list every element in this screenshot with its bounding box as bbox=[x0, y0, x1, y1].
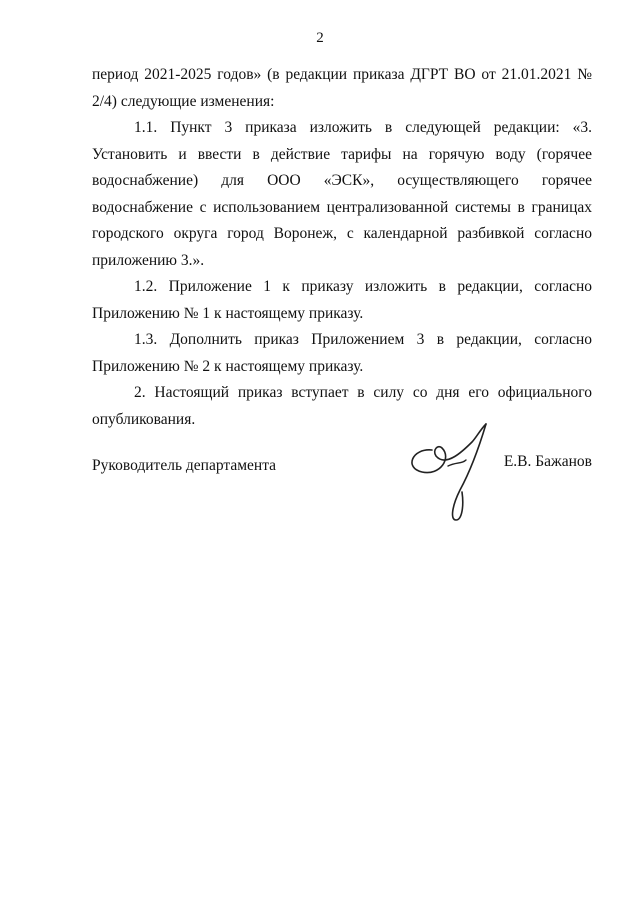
signature-block bbox=[92, 420, 592, 540]
document-body bbox=[92, 62, 592, 433]
page-number: 2 bbox=[316, 30, 324, 46]
paragraph-1-1: 1.1. Пункт 3 приказа изложить в следующей редакции: «3. Установить и ввести в действие тарифы на горячую воду (горячее водоснабжение) для ООО «ЭСК», осуществляющего горячее водоснабжение с использованием централизованной системы в границах городского округа город Воронеж, с календарной разбивкой согласно приложению 3.». bbox=[92, 119, 592, 269]
paragraph-2: 2. Настоящий приказ вступает в силу со дня его официального опубликования. bbox=[92, 384, 592, 428]
handwritten-signature bbox=[402, 420, 522, 535]
paragraph-1-3: 1.3. Дополнить приказ Приложением 3 в редакции, согласно Приложению № 2 к настоящему приказу. bbox=[92, 331, 592, 375]
paragraph-continuation: период 2021-2025 годов» (в редакции приказа ДГРТ ВО от 21.01.2021 № 2/4) следующие изменения: bbox=[92, 66, 592, 110]
signer-title: Руководитель департамента bbox=[92, 457, 277, 474]
paragraph-1-2: 1.2. Приложение 1 к приказу изложить в редакции, согласно Приложению № 1 к настоящему приказу. bbox=[92, 278, 592, 322]
signer-name: Е.В. Бажанов bbox=[503, 453, 592, 470]
